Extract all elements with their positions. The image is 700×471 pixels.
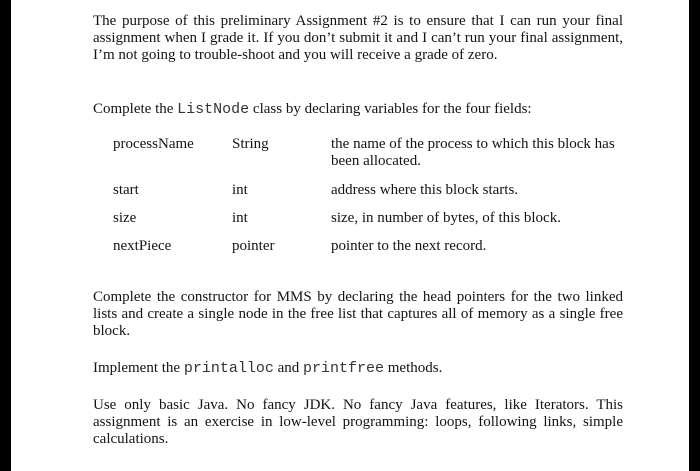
field-name: nextPiece xyxy=(113,238,172,254)
listnode-instruction-after: class by declaring variables for the four fields: xyxy=(249,101,532,117)
printalloc-code: printalloc xyxy=(183,360,274,377)
intro-paragraph: The purpose of this preliminary Assignment #2 is to ensure that I can run your final assignment when I grade it. If you don’t submit it and I can’t run your final assignment, I’m not going to trouble-shoot and you will receive a grade of zero. xyxy=(93,13,623,63)
field-name: processName xyxy=(113,136,194,152)
listnode-instruction-before: Complete the xyxy=(93,101,178,117)
field-name: size xyxy=(113,210,137,226)
field-type: int xyxy=(232,210,248,226)
printfree-code: printfree xyxy=(303,360,385,377)
field-type: String xyxy=(232,136,269,152)
implement-after: methods. xyxy=(384,360,443,376)
implement-before: Implement the xyxy=(93,360,184,376)
constraints-paragraph: Use only basic Java. No fancy JDK. No fancy Java features, like Iterators. This assignment is an exercise in low-level programming: loops, following links, simple calculations. xyxy=(93,397,623,447)
implement-paragraph xyxy=(93,360,623,377)
field-description: pointer to the next record. xyxy=(331,238,487,254)
document-page xyxy=(11,0,689,471)
listnode-instruction xyxy=(93,101,623,118)
listnode-code: ListNode xyxy=(177,101,250,118)
constructor-paragraph: Complete the constructor for MMS by declaring the head pointers for the two linked lists and create a single node in the free list that captures all of memory as a single free block. xyxy=(93,289,623,339)
field-description: address where this block starts. xyxy=(331,182,519,198)
field-description: size, in number of bytes, of this block. xyxy=(331,210,561,226)
field-type: pointer xyxy=(232,238,275,254)
field-name: start xyxy=(113,182,139,198)
field-type: int xyxy=(232,182,248,198)
field-description: the name of the process to which this block has been allocated. xyxy=(331,136,615,169)
implement-middle: and xyxy=(273,360,303,376)
